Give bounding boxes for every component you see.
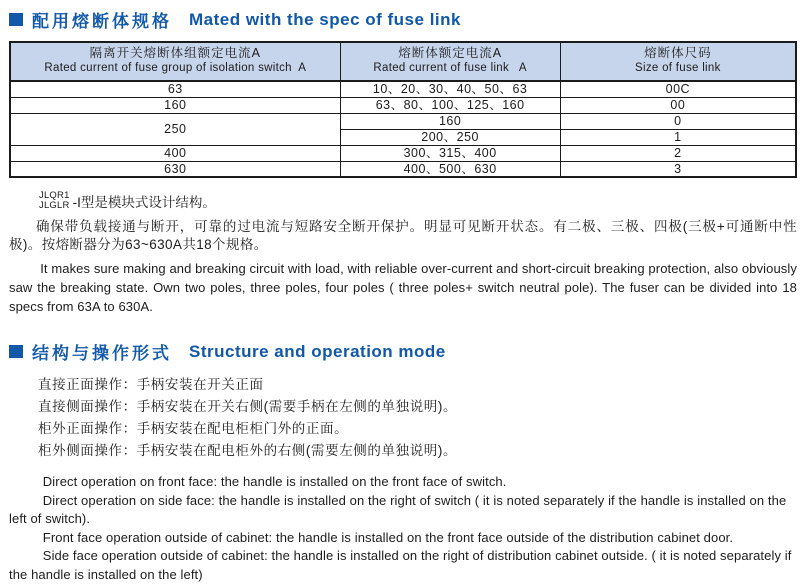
description-paragraph-zh: 确保带负载接通与断开，可靠的过电流与短路安全断开保护。明显可见断开状态。有二极、三极、四极(三极+可通断中性极)。按熔断器分为63~630A共18个规格。 [9, 219, 797, 252]
cell-fuse-current: 400、500、630 [340, 161, 560, 177]
cell-fuse-current: 63、80、100、125、160 [340, 97, 560, 113]
cell-group-current: 160 [10, 97, 340, 113]
col-header-en: Rated current of fuse group of isolation switch A [44, 62, 307, 74]
model-description-zh: -I型是模块式设计结构。 [72, 195, 216, 210]
cell-group-current: 630 [10, 161, 340, 177]
cell-fuse-size: 1 [560, 129, 796, 145]
col-header-en: Rated current of fuse link A [373, 62, 527, 74]
cell-fuse-size: 0 [560, 113, 796, 129]
cell-group-current-merged: 250 [10, 113, 340, 145]
section1-heading [9, 7, 797, 32]
col-header-fuse-size [560, 42, 796, 81]
section1-title-en: Mated with the spec of fuse link [189, 9, 461, 29]
operation-mode-zh: 直接正面操作：手柄安装在开关正面 [38, 377, 264, 392]
operation-mode-en: Front face operation outside of cabinet: the handle is installed on the front face outside of the distribution cabinet door. [42, 529, 734, 545]
col-header-en: Size of fuse link [635, 62, 721, 74]
table-header-row [10, 42, 796, 81]
operation-mode-en: Direct operation on front face: the handle is installed on the front face of switch. [42, 474, 507, 489]
model-designation-line [39, 191, 797, 211]
operation-mode-zh: 直接侧面操作：手柄安装在开关右侧(需要手柄在左侧的单独说明)。 [38, 399, 458, 414]
table-row [10, 81, 796, 97]
model-name-top: JLQR1 [39, 190, 70, 201]
cell-group-current: 400 [10, 145, 340, 161]
model-name-bottom: JLGLR [39, 200, 70, 211]
cell-group-current: 63 [10, 81, 340, 97]
blue-square-bullet-icon [9, 13, 23, 26]
cell-fuse-size: 3 [560, 161, 796, 177]
cell-fuse-size: 00 [560, 97, 796, 113]
operation-modes-en-list [9, 473, 797, 584]
section2-title-zh: 结构与操作形式 [32, 344, 172, 363]
table-row [10, 97, 796, 113]
operation-mode-zh: 柜外正面操作：手柄安装在配电柜柜门外的正面。 [38, 421, 349, 436]
model-stack [39, 191, 70, 211]
cell-fuse-size: 00C [560, 81, 796, 97]
description-paragraph-en: It makes sure making and breaking circuit with load, with reliable over-current and short-circuit breaking protection, also obviously saw the breaking state. Own two poles, three poles, four poles ( three poles+ switch neutral pole). The fuser can be divided into 18 specs from 63A to 630A. [9, 261, 797, 314]
table-row [10, 161, 796, 177]
cell-fuse-current: 200、250 [340, 129, 560, 145]
col-header-zh: 熔断体尺码 [644, 46, 712, 60]
table-row [10, 113, 796, 129]
operation-mode-en: Side face operation outside of cabinet: the handle is installed on the right of distribution cabinet outside. ( it is noted separately if the handle is installed on the left) [9, 548, 792, 582]
section2-heading [9, 339, 797, 364]
col-header-zh: 隔离开关熔断体组额定电流A [89, 46, 261, 60]
table-row [10, 145, 796, 161]
col-header-fuse-link-current [340, 42, 560, 81]
cell-fuse-current: 300、315、400 [340, 145, 560, 161]
operation-modes-zh-list [38, 374, 797, 462]
cell-fuse-size: 2 [560, 145, 796, 161]
fuse-spec-table [9, 41, 797, 178]
section2-title-en: Structure and operation mode [189, 341, 446, 361]
operation-mode-en: Direct operation on side face: the handle is installed on the right of switch ( it is noted separately if the handle is installed on the left of switch). [9, 492, 787, 526]
cell-fuse-current: 10、20、30、40、50、63 [340, 81, 560, 97]
col-header-isolation-switch-current [10, 42, 340, 81]
section1-title-zh: 配用熔断体规格 [32, 12, 172, 31]
cell-fuse-current: 160 [340, 113, 560, 129]
blue-square-bullet-icon [9, 345, 23, 358]
operation-mode-zh: 柜外侧面操作：手柄安装在配电柜外的右侧(需要左侧的单独说明)。 [38, 443, 458, 458]
col-header-zh: 熔断体额定电流A [398, 46, 503, 60]
